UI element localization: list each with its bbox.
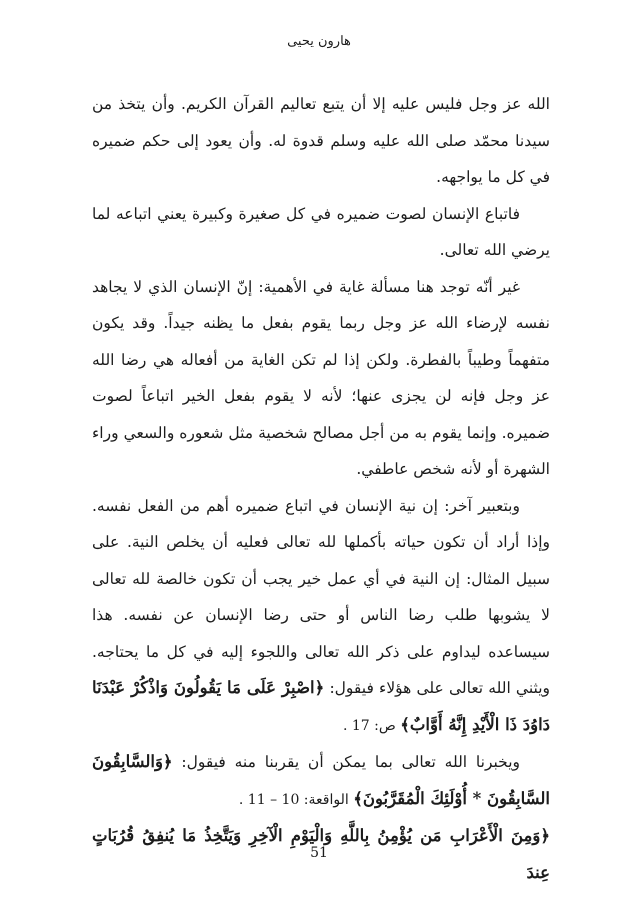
paragraph-1: الله عز وجل فليس عليه إلا أن يتبع تعاليم القرآن الكريم. وأن يتخذ من سيدنا محمّد صلى الله عليه وسلم قدوة له. وأن يعود إلى حكم ضميره في كل ما يواجهه. (92, 95, 550, 186)
page-number: 51 (310, 845, 328, 861)
paragraph-5-text: ويخبرنا الله تعالى بما يمكن أن يقربنا منه فيقول: (172, 753, 520, 771)
running-header: هارون يحيى (287, 34, 351, 49)
paragraph-2: فاتباع الإنسان لصوت ضميره في كل صغيرة وكبيرة يعني اتباعه لما يرضي الله تعالى. (92, 204, 550, 259)
paragraph-5 (92, 744, 550, 818)
quran-verse-tawbah: ﴿وَمِنَ الْأَعْرَابِ مَن يُؤْمِنُ بِاللَّهِ وَالْيَوْمِ الْآخِرِ وَيَتَّخِذُ مَا يُنفِقُ قُرُبَاتٍ عِندَ (92, 826, 550, 882)
quran-verse-sad-17: ﴿اصْبِرْ عَلَى مَا يَقُولُونَ وَاذْكُرْ عَبْدَنَا دَاوُدَ ذَا الْأَيْدِ إِنَّهُ أَوَّابٌ﴾ (92, 678, 550, 734)
page-body (92, 86, 550, 891)
verse-reference-waqiah: الواقعة: 10 – 11 . (238, 791, 354, 808)
paragraph-3: غير أنّه توجد هنا مسألة غاية في الأهمية: إنّ الإنسان الذي لا يجاهد نفسه لإرضاء الله عز وجل ربما يقوم بفعل ما يظنه جيداً. وقد يكون متفهماً وطيباً بالفطرة. ولكن إذا لم تكن الغاية من أفعاله هي رضا الله عز وجل فإنه لن يجزى عنها؛ لأنه لا يقوم بفعل الخير اتباعاً لصوت ضميره. وإنما يقوم به من أجل مصالح شخصية مثل شعوره والسعي وراء الشهرة أو لأنه شخص عاطفي. (92, 277, 550, 478)
paragraph-4-text: وبتعبير آخر: إن نية الإنسان في اتباع ضميره أهم من الفعل نفسه. وإذا أراد أن تكون حياته بأكملها لله تعالى فعليه أن يخلص النية. على سبيل المثال: إن النية في أي عمل خير يجب أن تكون خالصة لله تعالى لا يشوبها طلب رضا الناس أو حتى رضا الإنسان عن نفسه. هذا سيساعده ليداوم على ذكر الله تعالى واللجوء إليه في كل ما يحتاجه. ويثني الله تعالى على هؤلاء فيقول: (92, 496, 550, 697)
quran-verse-waqiah: ﴿وَالسَّابِقُونَ السَّابِقُونَ * أُوْلَئِكَ الْمُقَرَّبُونَ﴾ (92, 752, 550, 808)
paragraph-4 (92, 488, 550, 745)
verse-reference-sad: ص: 17 . (342, 717, 401, 734)
